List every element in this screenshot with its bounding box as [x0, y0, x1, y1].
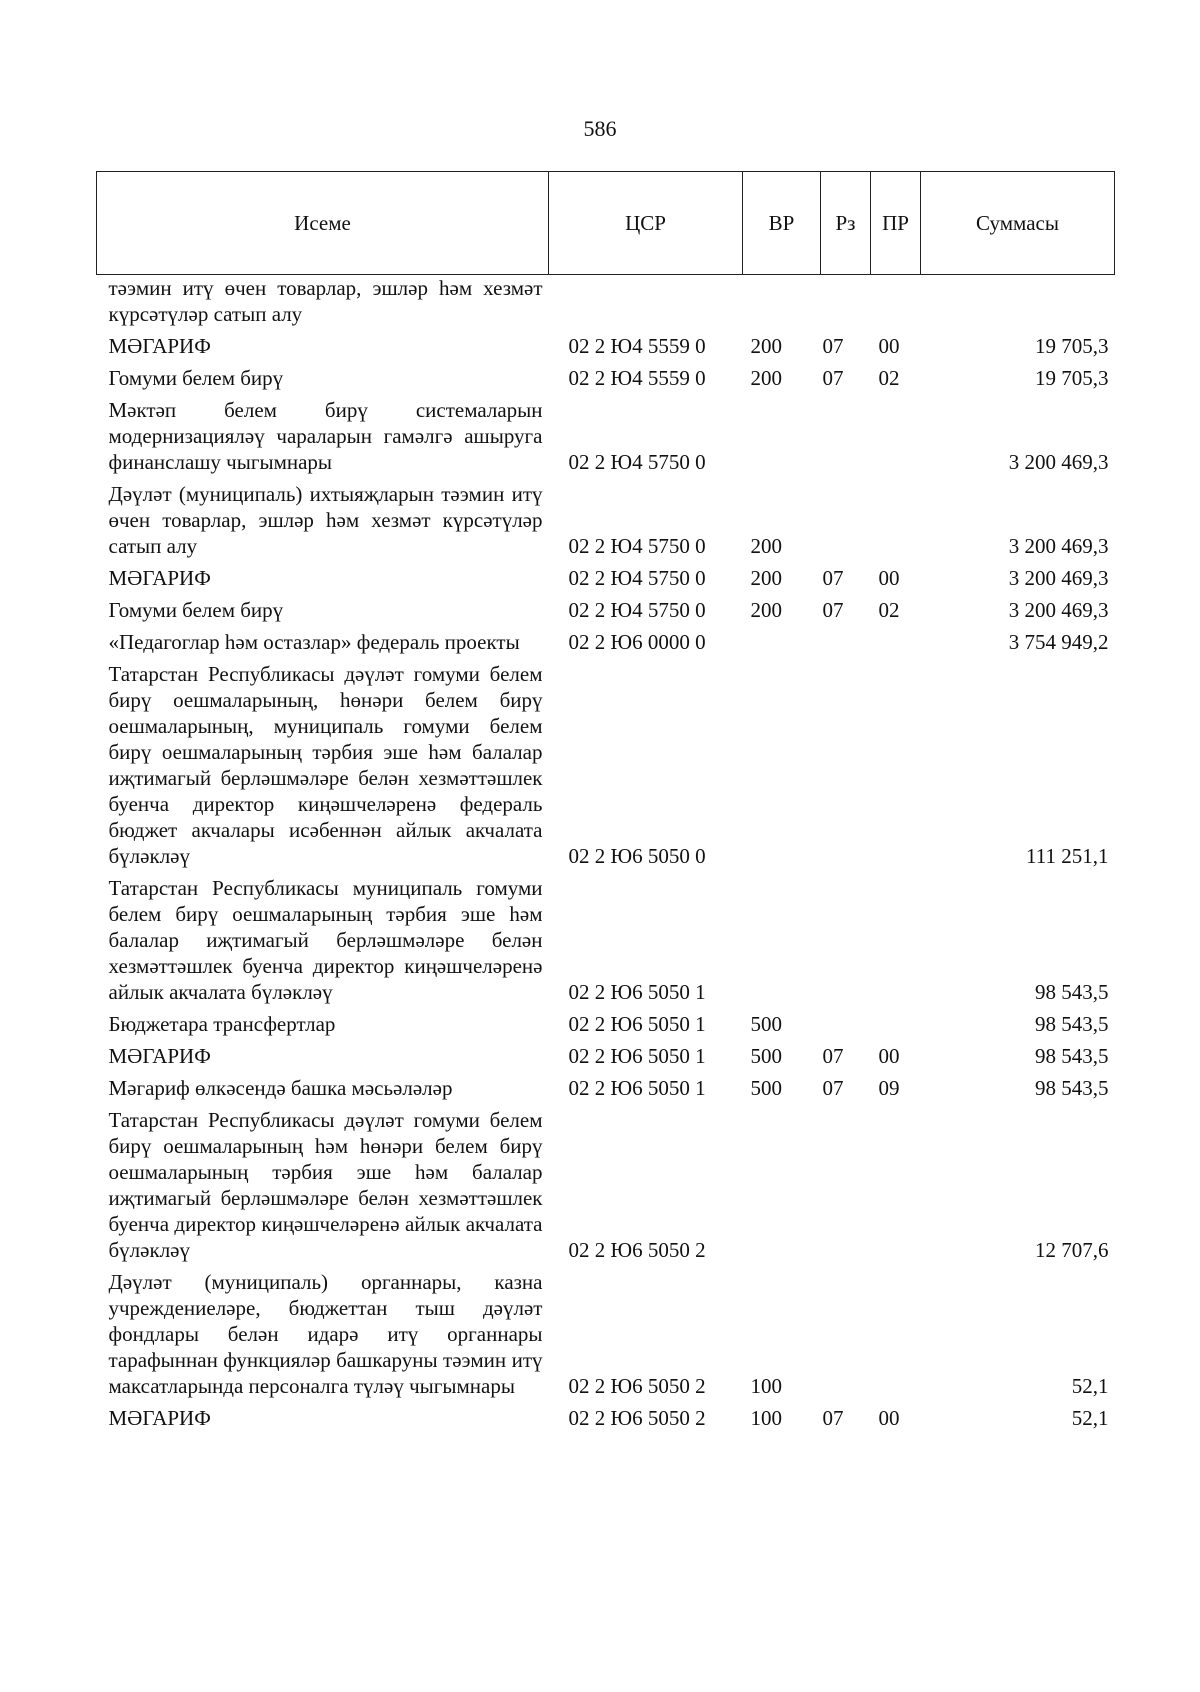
row-csr: 02 2 Ю4 5750 0: [568, 566, 706, 590]
row-pr: [871, 395, 921, 479]
table-row: [97, 363, 1115, 395]
row-name: МӘГАРИФ: [108, 1406, 211, 1430]
row-sum: 19 705,3: [1035, 334, 1109, 358]
row-name: тәэмин итү өчен товарлар, эшләр һәм хезмәт күрсәтүләр сатып алу: [108, 276, 543, 326]
row-rz: 07: [822, 1076, 844, 1100]
row-sum: [921, 275, 1115, 332]
row-sum: 98 543,5: [1035, 1044, 1109, 1068]
row-pr: [871, 275, 921, 332]
table-header: [97, 172, 1115, 275]
row-rz: [821, 1105, 871, 1267]
row-pr: 09: [878, 1076, 900, 1100]
row-csr: 02 2 Ю6 5050 1: [568, 1076, 706, 1100]
header-csr: ЦСР: [549, 172, 743, 275]
row-name: Татарстан Республикасы дәүләт гомуми белем бирү оешмаларының, һөнәри белем бирү оешмаларының, муниципаль гомуми белем бирү оешмаларының тәрбия эше һәм балалар иҗтимагый берләшмәләре белән хезмәттәшлек буенча директор киңәшчеләренә федераль бюджет акчалары исәбеннән айлык акчалата бүләкләү: [108, 662, 543, 868]
row-name: МӘГАРИФ: [108, 566, 211, 590]
table-row: [97, 275, 1115, 332]
row-pr: [871, 627, 921, 659]
row-sum: 111 251,1: [1026, 844, 1109, 868]
table-row: [97, 563, 1115, 595]
row-rz: 07: [822, 1044, 844, 1068]
row-rz: [821, 873, 871, 1009]
row-pr: [871, 873, 921, 1009]
row-sum: 3 200 469,3: [1008, 534, 1109, 558]
row-sum: 98 543,5: [1035, 980, 1109, 1004]
table-row: [97, 1105, 1115, 1267]
row-csr: 02 2 Ю4 5750 0: [568, 450, 706, 474]
table-row: [97, 1403, 1115, 1435]
row-csr: 02 2 Ю6 5050 1: [568, 1044, 706, 1068]
row-rz: 07: [822, 334, 844, 358]
table-row: [97, 1073, 1115, 1105]
row-vr: 200: [750, 534, 782, 558]
header-rz: Рз: [821, 172, 871, 275]
row-rz: 07: [822, 566, 844, 590]
row-vr: 200: [750, 334, 782, 358]
row-vr: 200: [750, 366, 782, 390]
row-sum: 3 200 469,3: [1008, 598, 1109, 622]
row-vr: [743, 275, 821, 332]
row-vr: 500: [750, 1044, 782, 1068]
row-vr: 500: [750, 1012, 782, 1036]
row-sum: 98 543,5: [1035, 1076, 1109, 1100]
row-pr: 00: [878, 334, 900, 358]
row-sum: 3 754 949,2: [1008, 630, 1109, 654]
row-name: Татарстан Республикасы муниципаль гомуми белем бирү оешмаларының тәрбия эше һәм балалар иҗтимагый берләшмәләре белән хезмәттәшлек буенча директор киңәшчеләренә айлык акчалата бүләкләү: [108, 876, 543, 1004]
row-pr: [871, 479, 921, 563]
row-pr: [871, 1009, 921, 1041]
row-rz: [821, 659, 871, 873]
table-row: [97, 479, 1115, 563]
row-vr: [743, 659, 821, 873]
row-sum: 3 200 469,3: [1008, 450, 1109, 474]
row-csr: 02 2 Ю6 5050 2: [568, 1238, 706, 1262]
table-row: [97, 331, 1115, 363]
row-name: МӘГАРИФ: [108, 1044, 211, 1068]
row-name: «Педагоглар һәм остазлар» федераль проекты: [108, 630, 520, 654]
row-vr: 200: [750, 598, 782, 622]
row-sum: 52,1: [1071, 1406, 1109, 1430]
row-rz: [821, 627, 871, 659]
table-row: [97, 395, 1115, 479]
row-name: Гомуми белем бирү: [108, 598, 284, 622]
row-vr: 100: [750, 1406, 782, 1430]
row-csr: 02 2 Ю4 5750 0: [568, 598, 706, 622]
table-row: [97, 1009, 1115, 1041]
table-row: [97, 873, 1115, 1009]
header-pr: ПР: [871, 172, 921, 275]
row-name: Дәүләт (муниципаль) ихтыяҗларын тәэмин итү өчен товарлар, эшләр һәм хезмәт күрсәтүләр сатып алу: [108, 482, 543, 558]
row-pr: 00: [878, 1406, 900, 1430]
row-name: Бюджетара трансфертлар: [108, 1012, 336, 1036]
table-row: [97, 1267, 1115, 1403]
row-name: Гомуми белем бирү: [108, 366, 284, 390]
row-csr: 02 2 Ю4 5750 0: [568, 534, 706, 558]
row-rz: [821, 1267, 871, 1403]
header-vr: ВР: [743, 172, 821, 275]
row-sum: 12 707,6: [1035, 1238, 1109, 1262]
row-pr: [871, 1267, 921, 1403]
row-csr: 02 2 Ю6 5050 1: [568, 980, 706, 1004]
row-pr: [871, 659, 921, 873]
row-vr: 100: [750, 1374, 782, 1398]
row-csr: 02 2 Ю6 5050 0: [568, 844, 706, 868]
row-csr: 02 2 Ю6 5050 2: [568, 1374, 706, 1398]
budget-table: [96, 171, 1115, 1435]
row-sum: 3 200 469,3: [1008, 566, 1109, 590]
page-number: 586: [583, 116, 617, 141]
row-name: Мәгариф өлкәсендә башка мәсьәләләр: [108, 1076, 453, 1100]
row-csr: [549, 275, 743, 332]
row-rz: [821, 479, 871, 563]
row-sum: 52,1: [1071, 1374, 1109, 1398]
row-csr: 02 2 Ю6 5050 2: [568, 1406, 706, 1430]
row-vr: [743, 395, 821, 479]
row-vr: [743, 873, 821, 1009]
table-row: [97, 627, 1115, 659]
row-vr: 500: [750, 1076, 782, 1100]
table-row: [97, 659, 1115, 873]
row-vr: [743, 1105, 821, 1267]
row-vr: [743, 627, 821, 659]
row-rz: 07: [822, 366, 844, 390]
header-sum: Суммасы: [921, 172, 1115, 275]
row-sum: 98 543,5: [1035, 1012, 1109, 1036]
table-body: [97, 275, 1115, 1436]
row-pr: 00: [878, 566, 900, 590]
row-rz: [821, 395, 871, 479]
row-csr: 02 2 Ю6 0000 0: [568, 630, 706, 654]
row-pr: 02: [878, 366, 900, 390]
row-name: МӘГАРИФ: [108, 334, 211, 358]
row-csr: 02 2 Ю4 5559 0: [568, 334, 706, 358]
row-name: Татарстан Республикасы дәүләт гомуми белем бирү оешмаларының һәм һөнәри белем бирү оешмаларының тәрбия эше һәм балалар иҗтимагый берләшмәләре белән хезмәттәшлек буенча директор киңәшчеләренә айлык акчалата бүләкләү: [108, 1108, 543, 1262]
row-rz: 07: [822, 1406, 844, 1430]
row-name: Дәүләт (муниципаль) органнары, казна учреждениеләре, бюджеттан тыш дәүләт фондлары белән идарә итү органнары тарафыннан функцияләр башкаруны тәэмин итү максатларында персоналга түләү чыгымнары: [108, 1270, 543, 1398]
header-name: Исеме: [97, 172, 549, 275]
table-row: [97, 1041, 1115, 1073]
row-rz: [821, 1009, 871, 1041]
row-vr: 200: [750, 566, 782, 590]
row-name: Мәктәп белем бирү системаларын модернизацияләү чараларын гамәлгә ашыруга финанслашу чыгымнары: [108, 398, 543, 474]
row-rz: [821, 275, 871, 332]
row-pr: [871, 1105, 921, 1267]
row-sum: 19 705,3: [1035, 366, 1109, 390]
row-pr: 00: [878, 1044, 900, 1068]
table-row: [97, 595, 1115, 627]
row-csr: 02 2 Ю6 5050 1: [568, 1012, 706, 1036]
row-csr: 02 2 Ю4 5559 0: [568, 366, 706, 390]
row-pr: 02: [878, 598, 900, 622]
row-rz: 07: [822, 598, 844, 622]
